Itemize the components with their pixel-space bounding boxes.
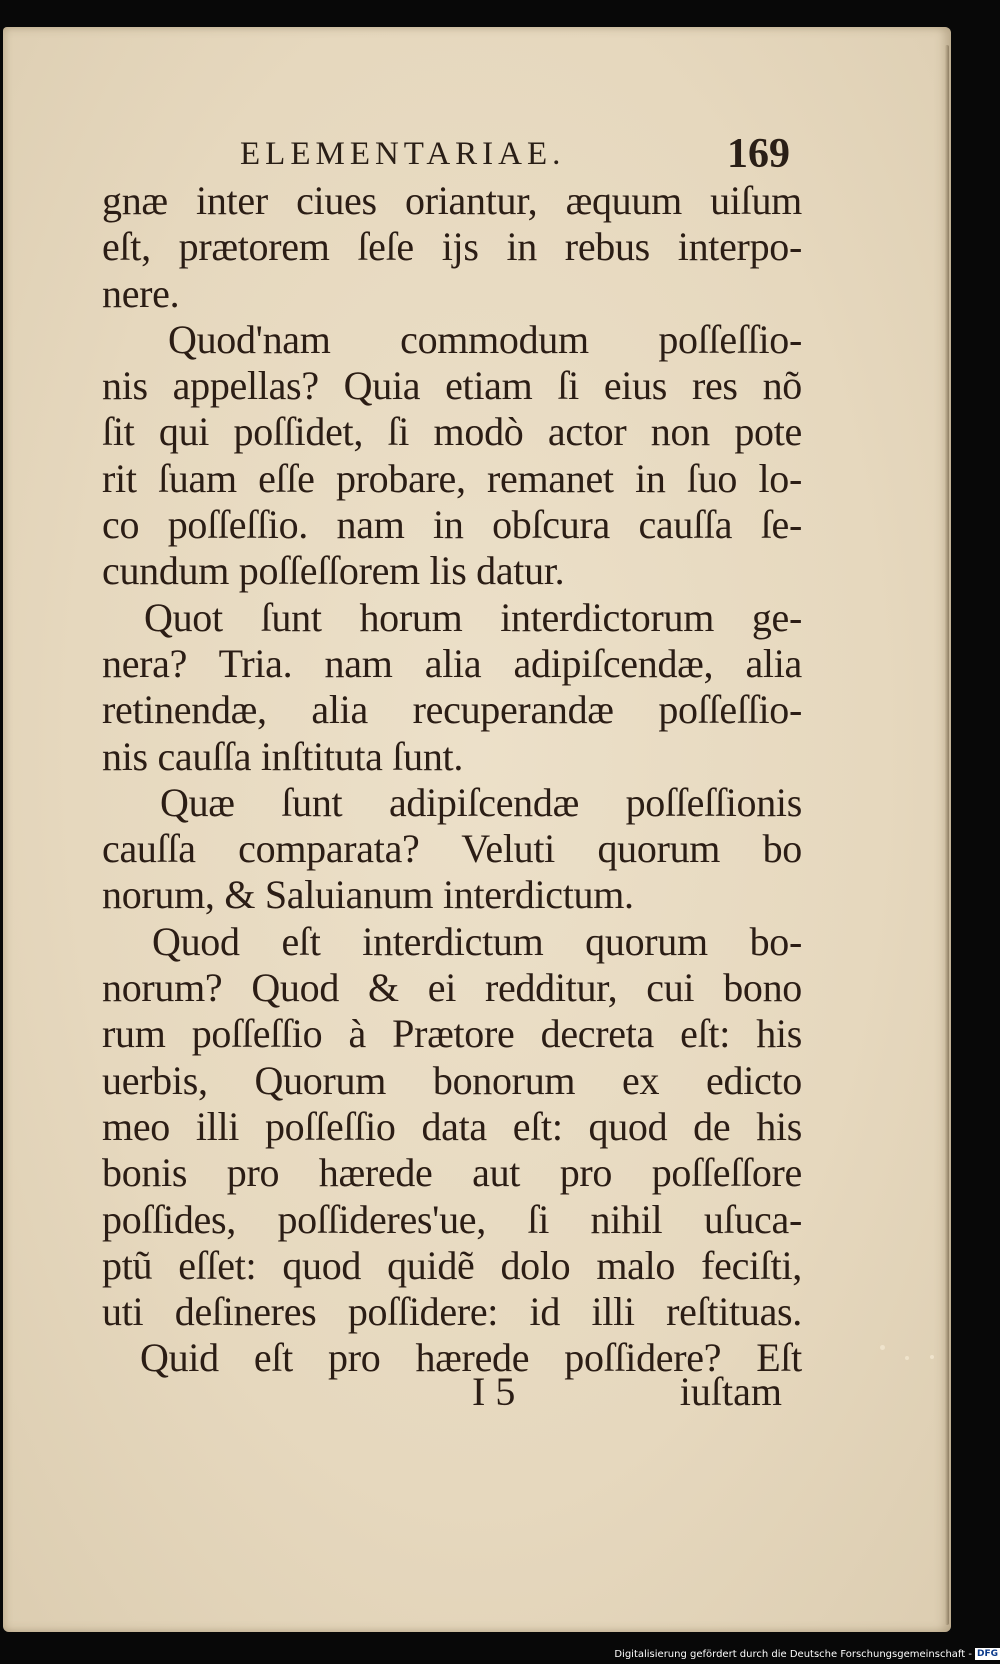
text-line: uerbis, Quorum bonorum ex edicto [102,1057,802,1103]
running-head-title: ELEMENTARIAE. [240,136,566,172]
funding-credit [600,1646,1000,1664]
page-number: 169 [727,131,790,177]
text-line: Quid eſt pro hærede poſſidere? Eſt [140,1335,802,1381]
paper-speck [880,1345,885,1350]
text-line: poſſides, poſſideres'ue, ſi nihil uſuca- [102,1196,802,1242]
text-line: cundum poſſeſſorem lis datur. [102,548,565,594]
text-line: cauſſa comparata? Veluti quorum bo [102,826,802,872]
text-line: retinendæ, alia recuperandæ poſſeſſio- [102,687,802,733]
text-line: eſt, prætorem ſeſe ijs in rebus interpo- [102,224,802,270]
text-line: uti deſineres poſſidere: id illi reſtituas. [102,1289,802,1335]
signature-mark: I 5 [472,1369,516,1414]
text-line: co poſſeſſio. nam in obſcura cauſſa ſe- [102,502,802,548]
dfg-logo: DFG [976,1649,998,1659]
text-line: bonis pro hærede aut pro poſſeſſore [102,1150,802,1196]
text-line: meo illi poſſeſſio data eſt: quod de his [102,1103,802,1149]
text-line: norum? Quod & ei redditur, cui bono [102,965,802,1011]
running-head [240,130,800,180]
text-line: rit ſuam eſſe probare, remanet in ſuo lo- [102,455,802,501]
text-line: nere. [102,270,180,316]
funding-credit-text: Digitalisierung gefördert durch die Deutsche Forschungsgemeinschaft - [614,1649,972,1660]
paper-speck [905,1356,909,1360]
text-line: Quot ſunt horum interdictorum ge- [144,594,802,640]
text-line: norum, & Saluianum interdictum. [102,872,634,918]
text-line: nera? Tria. nam alia adipiſcendæ, alia [102,640,802,686]
paper-speck [930,1355,934,1359]
text-line: ptũ eſſet: quod quidẽ dolo malo feciſti, [102,1242,802,1288]
page-edge [945,45,949,1625]
text-line: nis appellas? Quia etiam ſi eius res nõ [102,363,802,409]
text-line: Quod'nam commodum poſſeſſio- [168,316,802,362]
text-line: ſit qui poſſidet, ſi modò actor non pote [102,409,802,455]
text-line: gnæ inter ciues oriantur, æquum uiſum [102,178,802,223]
catchline [102,1368,802,1418]
catchword: iuſtam [679,1369,782,1414]
text-line: nis cauſſa inſtituta ſunt. [102,733,464,779]
text-line: Quod eſt interdictum quorum bo- [152,918,802,964]
text-line: rum poſſeſſio à Prætore decreta eſt: his [102,1011,802,1057]
body-text [102,178,802,1382]
text-line: Quæ ſunt adipiſcendæ poſſeſſionis [160,779,802,825]
